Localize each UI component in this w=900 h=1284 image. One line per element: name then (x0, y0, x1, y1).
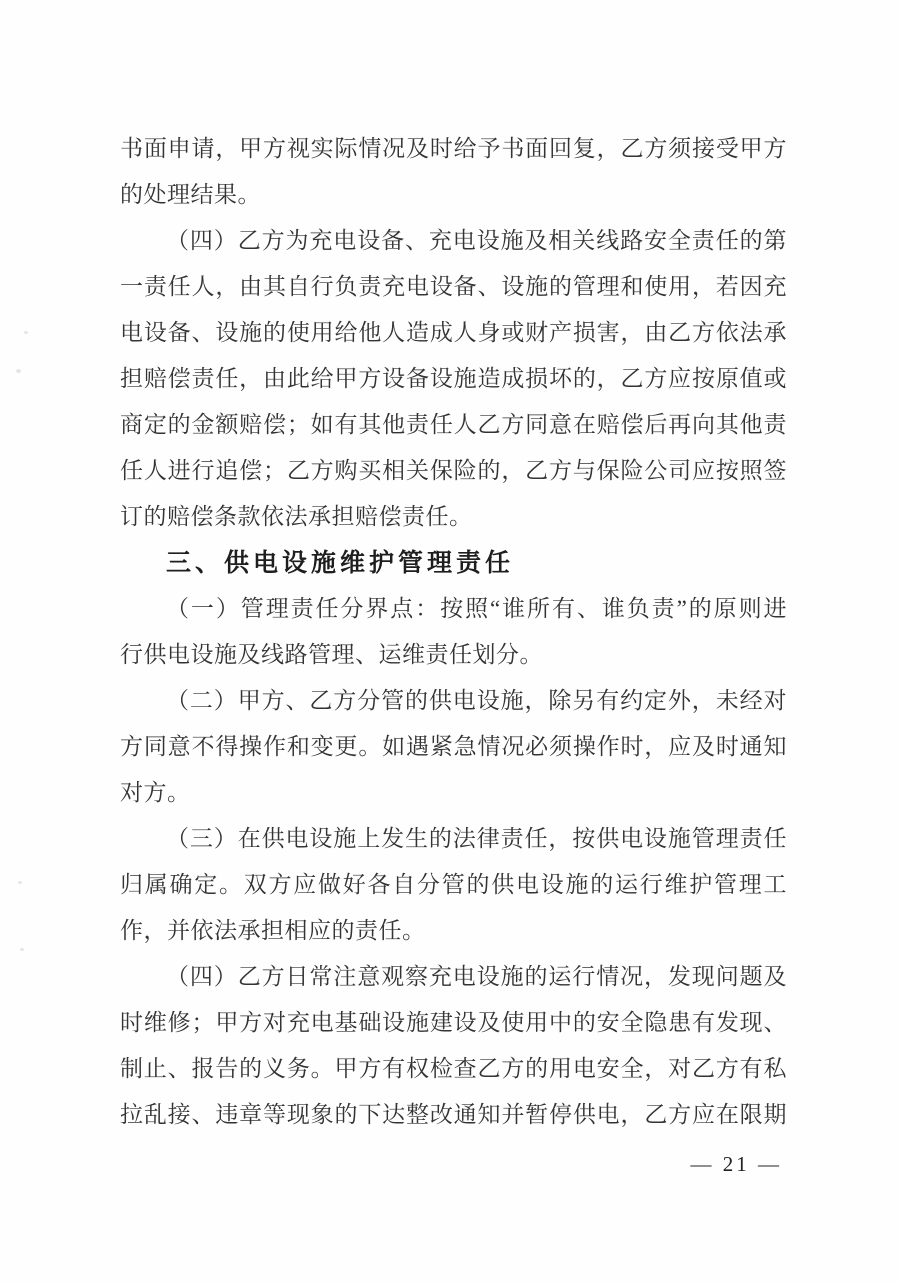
text-line: 制止、报告的义务。甲方有权检查乙方的用电安全，对乙方有私 (120, 1056, 787, 1081)
text-line: 归属确定。双方应做好各自分管的供电设施的运行维护管理工 (120, 872, 787, 897)
text-line: （四）乙方日常注意观察充电设施的运行情况，发现问题及 (166, 964, 787, 989)
text-line: 担赔偿责任，由此给甲方设备设施造成损坏的，乙方应按原值或 (120, 366, 787, 391)
document-body (120, 126, 787, 1138)
text-line: （四）乙方为充电设备、充电设施及相关线路安全责任的第 (166, 228, 787, 253)
text-line: 书面申请，甲方视实际情况及时给予书面回复，乙方须接受甲方 (120, 136, 787, 161)
text-line: （一）管理责任分界点：按照“谁所有、谁负责”的原则进 (166, 596, 787, 621)
scan-speck (20, 948, 24, 951)
scan-speck (24, 331, 28, 334)
section-heading: 三、供电设施维护管理责任 (166, 549, 515, 577)
text-line: 作，并依法承担相应的责任。 (120, 918, 426, 943)
text-line: 对方。 (120, 780, 191, 805)
text-line: 电设备、设施的使用给他人造成人身或财产损害，由乙方依法承 (120, 320, 787, 345)
scan-speck (18, 881, 22, 884)
text-line: 一责任人，由其自行负责充电设备、设施的管理和使用，若因充 (120, 274, 787, 299)
text-line: 拉乱接、违章等现象的下达整改通知并暂停供电，乙方应在限期 (120, 1102, 787, 1127)
text-line: 任人进行追偿；乙方购买相关保险的，乙方与保险公司应按照签 (120, 458, 787, 483)
text-line: 行供电设施及线路管理、运维责任划分。 (120, 642, 543, 667)
page-number: — 21 — (690, 1152, 782, 1176)
text-line: （二）甲方、乙方分管的供电设施，除另有约定外，未经对 (166, 688, 787, 713)
text-line: （三）在供电设施上发生的法律责任，按供电设施管理责任 (166, 826, 787, 851)
scan-speck (16, 369, 21, 373)
text-line: 商定的金额赔偿；如有其他责任人乙方同意在赔偿后再向其他责 (120, 412, 787, 437)
text-line: 订的赔偿条款依法承担赔偿责任。 (120, 504, 473, 529)
text-line: 时维修；甲方对充电基础设施建设及使用中的安全隐患有发现、 (120, 1010, 787, 1035)
text-line: 方同意不得操作和变更。如遇紧急情况必须操作时，应及时通知 (120, 734, 787, 759)
text-line: 的处理结果。 (120, 182, 261, 207)
